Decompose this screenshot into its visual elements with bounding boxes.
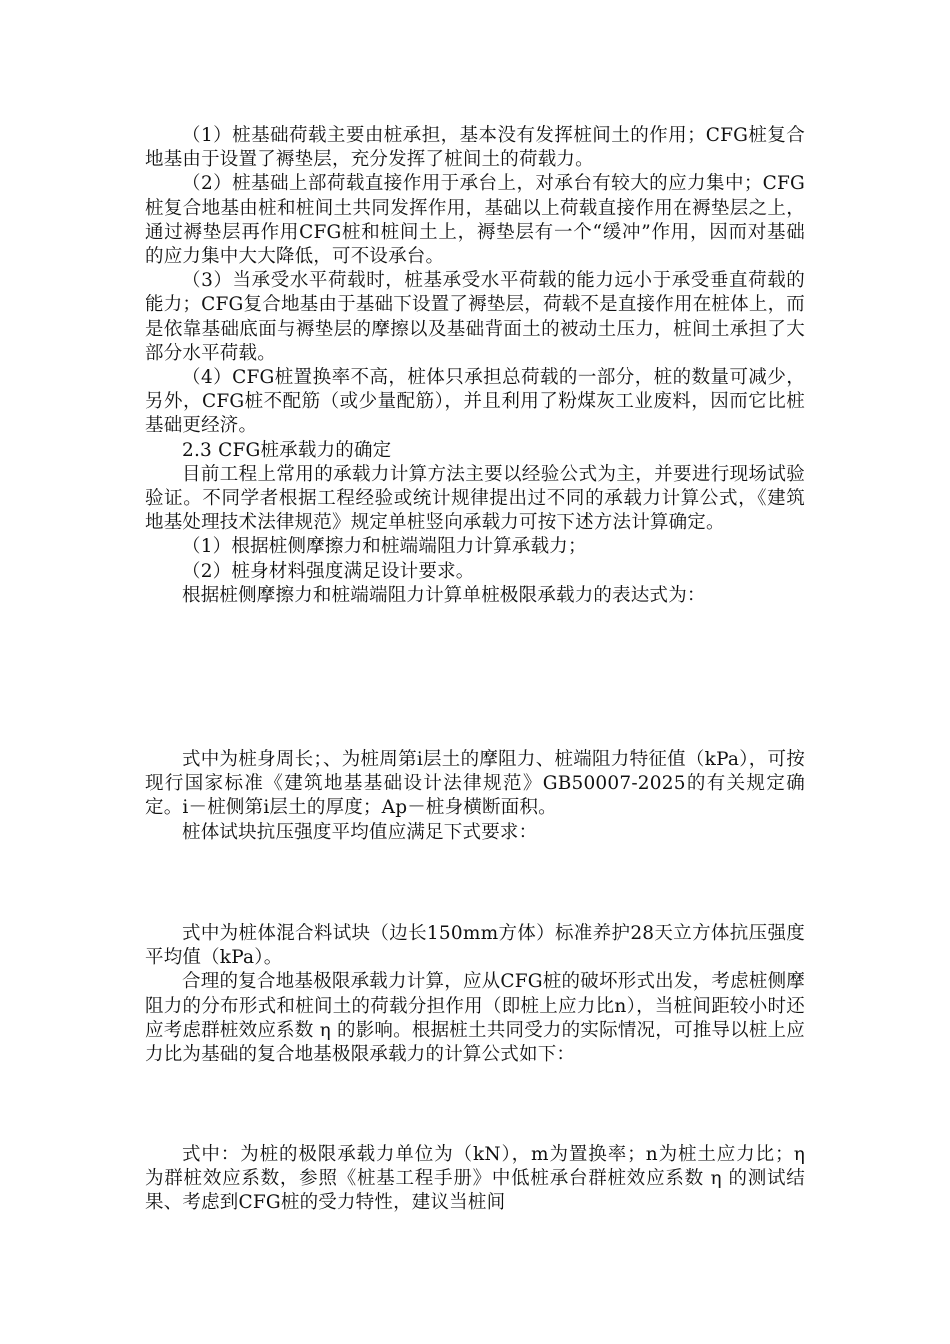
paragraph-item-4: （4）CFG桩置换率不高，桩体只承担总荷载的一部分，桩的数量可减少，另外，CFG桩不配筋（或少量配筋），并且利用了粉煤灰工业废料，因而它比桩基础更经济。 bbox=[145, 367, 805, 437]
paragraph-composite-intro: 合理的复合地基极限承载力计算，应从CFG桩的破坏形式出发，考虑桩侧摩阻力的分布形式和桩间土的荷载分担作用（即桩上应力比n），当桩间距较小时还应考虑群桩效应系数 η 的影响。根据桩土共同受力的实际情况，可推导以桩上应力比为基础的复合地基极限承载力的计算公式如下： bbox=[145, 971, 805, 1066]
paragraph-intro: 目前工程上常用的承载力计算方法主要以经验公式为主，并要进行现场试验验证。不同学者根据工程经验或统计规律提出过不同的承载力计算公式，《建筑地基处理技术法律规范》规定单桩竖向承载力可按下述方法计算确定。 bbox=[145, 463, 805, 534]
paragraph-item-2: （2）桩基础上部荷载直接作用于承台上，对承台有较大的应力集中；CFG桩复合地基由桩和桩间土共同发挥作用，基础以上荷载直接作用在褥垫层之上，通过褥垫层再作用CFG桩和桩间土上，褥垫层有一个“缓冲”作用，因而对基础的应力集中大大降低，可不设承台。 bbox=[145, 173, 805, 268]
text-block-comparison bbox=[145, 124, 805, 608]
paragraph-method-2: （2）桩身材料强度满足设计要求。 bbox=[182, 560, 475, 582]
text-block-formula-2-notes bbox=[145, 922, 805, 1067]
paragraph-item-3: （3）当承受水平荷载时，桩基承受水平荷载的能力远小于承受垂直荷载的能力；CFG复合地基由于基础下设置了褥垫层，荷载不是直接作用在桩体上，而是依靠基础底面与褥垫层的摩擦以及基础背面土的被动土压力，桩间土承担了大部分水平荷载。 bbox=[145, 270, 805, 364]
paragraph-formula-lead: 根据桩侧摩擦力和桩端端阻力计算单桩极限承载力的表达式为： bbox=[182, 584, 706, 606]
paragraph-formula-2-explanation: 式中为桩体混合料试块（边长150mm方体）标准养护28天立方体抗压强度平均值（kPa）。 bbox=[145, 923, 805, 969]
paragraph-formula-2-lead: 桩体试块抗压强度平均值应满足下式要求： bbox=[182, 821, 538, 843]
text-block-formula-3-notes bbox=[145, 1143, 805, 1216]
paragraph-formula-1-explanation: 式中为桩身周长；、为桩周第i层土的摩阻力、桩端阻力特征值（kPa），可按现行国家标准《建筑地基基础设计法律规范》GB50007-2025的有关规定确定。i－桩侧第i层土的厚度；Ap－桩身横断面积。 bbox=[145, 749, 805, 819]
paragraph-item-1: （1）桩基础荷载主要由桩承担，基本没有发挥桩间土的作用；CFG桩复合地基由于设置了褥垫层，充分发挥了桩间土的荷载力。 bbox=[145, 125, 805, 171]
text-block-formula-1-notes bbox=[145, 748, 805, 845]
paragraph-method-1: （1）根据桩侧摩擦力和桩端端阻力计算承载力； bbox=[182, 536, 587, 558]
section-heading: 2.3 CFG桩承载力的确定 bbox=[182, 439, 392, 461]
paragraph-formula-3-explanation: 式中：为桩的极限承载力单位为（kN），m为置换率；n为桩土应力比；η 为群桩效应系数，参照《桩基工程手册》中低桩承台群桩效应系数 η 的测试结果、考虑到CFG桩的受力特性，建议当桩间 bbox=[145, 1144, 805, 1214]
